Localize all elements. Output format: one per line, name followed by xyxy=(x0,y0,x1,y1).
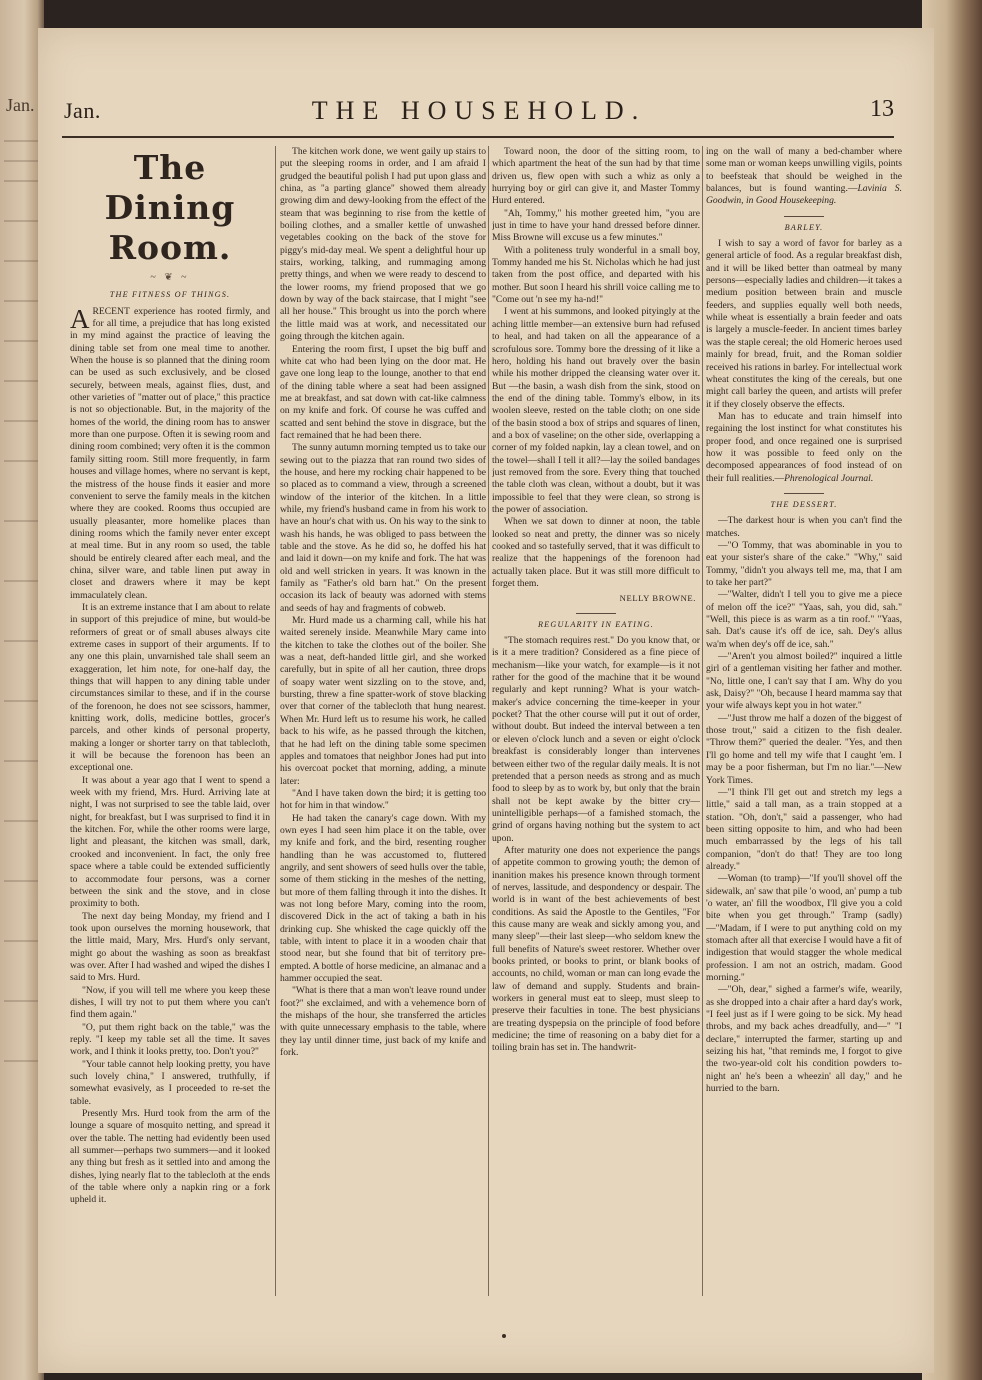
joke-paragraph: —"I think I'll get out and stretch my legs a little," said a tall man, as a train stopped at a station. "Oh, don't," said a passenger, who had been sitting opposite to him, and who had been much embarrassed by the legs of his tall companion, "don't do that! They are too long already." xyxy=(706,786,902,872)
joke-paragraph: —Woman (to tramp)—"If you'll shovel off the sidewalk, an' saw that pile 'o wood, an' pump a tub 'o water, an' fill the woodbox, I'll give you a cold bite when you get through." Tramp (sadly)—"Madam, if I were to put anything cold on my stomach after all that exercise I would have a fit of indigestion that would stagger the whole medical profession. I am not an ostrich, madam. Good morning." xyxy=(706,873,902,983)
department-title: The Dining Room. xyxy=(104,148,236,267)
article-paragraph: I went at his summons, and looked pityingly at the aching little member—an extensive burn had refused to heal, and had taken on all the appearance of a scrofulous sore. Tommy bore the dressing of it like a hero, holding his hand out bravely over the basin while his mother dripped the cleansing water over it. But —the basin, a wash dish from the sink, stood on the end of the dining table. Tommy's elbow, in its woolen sleeve, rested on the table cloth; on one side of the basin stood a box of strips and squares of linen, and a box of vaseline; on the other side, overlapping a corner of my folded napkin, lay a clean towel, and on the towel—shall I tell it all?—lay the soiled bandages just removed from the sore. Every thing that touched the table cloth was clean, without a doubt, but it was impossible to feel that they were clean, so strong is the power of association. xyxy=(492,306,700,515)
article-paragraph: He had taken the canary's cage down. With my own eyes I had seen him place it on the table, over my knife and fork, and the bird, resenting rougher handling than he was accustomed to, fluttered angrily, and sent showers of seed hulls over the table, some of them sticking in the meshes of the netting, but more of them falling through it into the dishes. It was not long before Mary, coming into the room, discovered Dick in the act of taking a bath in his drinking cup. She whisked the cage quickly off the table, with intent to place it in a wooden chair that stood near, but she found that bit of territory pre-empted. A bottle of horse medicine, an almanac and a hammer occupied the seat. xyxy=(280,812,486,985)
joke-paragraph: —"Just throw me half a dozen of the biggest of those trout," said a citizen to the fish dealer. "Throw them?" queried the dealer. "Yes, and then I'll go home and tell my wife that I caught 'em. I may be a poor fisherman, but I'm no liar."—New York Times. xyxy=(706,712,902,786)
article-paragraph: It is an extreme instance that I am about to relate in support of this prejudice of mine, but would-be reformers of great or of small abuses always cite extreme cases in support of their arguments. If to any one this plain, unvarnished tale shall seem an exaggeration, let him note, for one-half day, the things that will happen to any dining table under circumstances similar to these, and if in the course of the forenoon, he does not see scissors, hammer, knitting work, dolls, medicine bottles, grocer's parcels, and other kinds of personal property, making a longer or shorter tarry on that tablecloth, it will be because the forenoon has been an exceptional one. xyxy=(70,601,270,774)
article-title-dessert: THE DESSERT. xyxy=(770,499,838,509)
author-signature: NELLY BROWNE. xyxy=(619,593,696,604)
article-paragraph: "And I have taken down the bird; it is getting too hot for him in that window." xyxy=(280,787,486,812)
column-4 xyxy=(706,146,902,1296)
column-divider xyxy=(275,146,276,1296)
section-divider xyxy=(784,216,824,217)
article-paragraph: The next day being Monday, my friend and I took upon ourselves the morning housework, that the little maid, Mary, Mrs. Hurd's only servant, might go about the washing as soon as breakfast was over. After I had washed and wiped the dishes I said to Mrs. Hurd. xyxy=(70,910,270,984)
joke-paragraph: —"Oh, dear," sighed a farmer's wife, wearily, as she dropped into a chair after a hard day's work, "I feel just as if I were going to be sick. My head throbs, and my back aches dreadfully, and—" "I declare," interrupted the farmer, starting up and seizing his hat, "that reminds me, I forgot to give the two-year-old colt his condition powders to-night an' he's been a wheezin' all day," and he hurried to the barn. xyxy=(706,984,902,1095)
joke-paragraph: —The darkest hour is when you can't find the matches. xyxy=(706,515,902,539)
page-mark xyxy=(502,1334,506,1338)
article-paragraph: "What is there that a man won't leave round under foot?" she exclaimed, and with a vehemence born of the mishaps of the hour, she transferred the articles with quite unnecessary emphasis to the table, where they lay until dinner time, just back of my knife and fork. xyxy=(280,985,486,1059)
section-divider xyxy=(784,493,824,494)
article-paragraph: "Ah, Tommy," his mother greeted him, "you are just in time to have your hand dressed before dinner. Miss Browne will excuse us a few minutes." xyxy=(492,207,700,244)
article-paragraph: Presently Mrs. Hurd took from the arm of the lounge a square of mosquito netting, and spread it over the table. The netting had evidently been used all summer—perhaps two summers—and it looked any thing but fresh as it settled into and among the dishes, lying nearly flat to the tablecloth at the ends of the table where only a napkin ring or a fork upheld it. xyxy=(70,1108,270,1206)
article-title-barley: BARLEY. xyxy=(784,222,824,232)
article-paragraph: "Your table cannot help looking pretty, you have such lovely china," I answered, truthfully, if somewhat evasively, as I proceeded to re-set the table. xyxy=(70,1058,270,1107)
article-paragraph: Toward noon, the door of the sitting room, to which apartment the heat of the sun had by that time driven us, flew open with such a whiz as only a hurrying boy or girl can give it, and Master Tommy Hurd entered. xyxy=(492,146,700,207)
article-paragraph: The sunny autumn morning tempted us to take our sewing out to the piazza that ran round two sides of the house, and here my rocking chair happened to be so placed as to command a view, through a screened window of the interior of the kitchen. In a little while, my friend's husband came in from his work to have an hour's chat with us. On his way to the sink to wash his hands, he was obliged to pass between the table and the stove. As he did so, he doffed his hat and laid it down—on my knife and fork. The hat was old and well stricken in years. It was known in the family as "Father's old barn hat." On the present occasion its lack of beauty was adorned with stems and seeds of hay and fragments of cobweb. xyxy=(280,442,486,614)
article-paragraph: ARECENT experience has rooted firmly, and for all time, a prejudice that has long existed in my mind against the practice of leaving the dining table set from one meal time to another. When the house is so planned that the dining room can be used as such exclusively, and be closed securely, between meals, against flies, dust, and other varieties of "matter out of place," this practice is not so objectionable. But, in the majority of the homes of the world, the dining room has to answer more than one purpose. Often it is sewing room and dining room combined; very often it is the common family sitting room. Still more frequently, in farm houses and village homes, where no servant is kept, the mistress of the house finds it easier and more convenient to serve the family meals in the kitchen where they are cooked. Rooms thus occupied are usually pleasanter, more homelike places than dining rooms which the family never enter except at meal time. But in any room so used, the table should be entirely cleared after each meal, and the china, silver ware, and table linen put away in closet and drawers where it may be kept immaculately clean. xyxy=(70,303,270,601)
article-paragraph: Entering the room first, I upset the big buff and white cat who had been lying on the door mat. He gave one long leap to the lounge, another to that end of the dining table where a seat had been assigned me at breakfast, and sat down with cat-like calmness on my knife and fork. Of course he was cuffed and scatted and sent behind the stove in disgrace, but the fact remained that he had been there. xyxy=(280,343,486,441)
magazine-page xyxy=(38,28,934,1373)
article-paragraph: The kitchen work done, we went gaily up stairs to put the sleeping rooms in order, and I am afraid I grudged the beautiful polish I had put upon glass and china, as "a parting glance" showed them already growing dim and dewy-looking from the effect of the steam that was beginning to rise from the kettle of boiling clothes, and a smaller kettle of unwashed vegetables cooking on the back of the stove for piggy's mid-day meal. We spent a delightful hour up stairs, working, talking, and rummaging among pretty things, and when we were ready to descend to the lower rooms, my friend proposed that we go down by way of the back staircase, that I might "see all her house." This brought us into the porch where the little maid was at work, and necessitated our going through the kitchen again. xyxy=(280,146,486,343)
column-divider xyxy=(488,146,489,1296)
article-paragraph: "O, put them right back on the table," was the reply. "I keep my table set all the time. It saves work, and I think it looks pretty, too. Don't you?" xyxy=(70,1021,270,1058)
column-divider xyxy=(702,146,703,1296)
adjacent-page-month: Jan. xyxy=(6,95,35,115)
joke-paragraph: —"Aren't you almost boiled?" inquired a little girl of a gentleman visiting her father and mother. "No, little one, I can't say that I am. Why do you ask, Daisy?" "Oh, because I heard mamma say that your wife always kept you in hot water." xyxy=(706,651,902,712)
article-paragraph: After maturity one does not experience the pangs of appetite common to growing youth; the demon of inanition makes his presence known through torment of nerves, lassitude, and despondency or despair. The world is in want of the best achievements of best conditions. As said the Apostle to the Gentiles, "For this cause many are weak and sickly among you, and many sleep"—their last sleep—who seldom knew the full benefits of Nature's sweet restorer. Whether over books printed, or books to print, or blank books of accounts, no child, woman or man can long evade the law of demand and supply. Students and brain-workers in general must eat to sleep, must sleep to preserve their faculties in tone. The best physicians are treating dyspepsia on the principle of food before medicine; the time of reasoning on a baby diet for a toiling brain has set in. The handwrit- xyxy=(492,844,700,1054)
column-1 xyxy=(70,146,270,1296)
title-flourish: ~ ❦ ~ xyxy=(150,272,190,283)
drop-cap: A xyxy=(70,303,90,334)
article-paragraph: "The stomach requires rest." Do you know that, or is it a mere tradition? Considered as a fine piece of mechanism—like your watch, for example—is it not rather for the good of the machine that it be wound regularly and kept running? What is your watch-maker's advice concerning the time-keeper in your pocket? That the other course will put it out of order, without doubt. But indeed the interval between a ten or eleven o'clock lunch and a seven or eight o'clock breakfast is considerably longer than intervenes between either two of the regular daily meals. It is not pretended that a person needs as strong and as much food to sleep by as to work by, but only that the brain shall not be kept awake by the bitter cry—unintelligible perhaps—of a famished stomach, the grind of organs having nothing but the system to act upon. xyxy=(492,635,700,844)
joke-paragraph: —"Walter, didn't I tell you to give me a piece of melon off the ice?" "Yaas, sah, you did, sah." "Well, this piece is as warm as a tin roof." "Yaas, sah. Dat's cause it's off de ice, sah. Dey's allus wa'm when dey's off de ice, sah." xyxy=(706,589,902,650)
article-source: Phrenological Journal. xyxy=(784,472,874,484)
article-title-fitness: THE FITNESS OF THINGS. xyxy=(109,290,231,300)
article-paragraph: I wish to say a word of favor for barley as a general article of food. As a regular breakfast dish, and it will be liked better than oatmeal by many persons—especially ladies and children—it takes a medium position between brain and muscle feeders, and supplies equally well both needs, while wheat is essentially a brain feeder and oats is largely a muscle-feeder. In ancient times barley was the staple cereal; the old Homeric heroes used mainly for bread, fruit, and the Roman soldier received his rations in barley. For intellectual work wheat constitutes the king of the cereals, but one might call barley the queen, and artists will prefer it if they closely observe the effects. xyxy=(706,238,902,410)
column-3 xyxy=(492,146,700,1296)
section-divider xyxy=(576,613,616,614)
article-paragraph: It was about a year ago that I went to spend a week with my friend, Mrs. Hurd. Arriving late at night, I was not surprised to see the table laid, over night, for breakfast, but I was surprised to find it in the kitchen. For, while the other rooms were large, light and pleasant, the kitchen was small, dark, crooked and inconvenient. In fact, the only free space where a table could be extended sufficiently to accommodate four persons, was a corner between the sink and the stove, and in close proximity to both. xyxy=(70,774,270,910)
joke-paragraph: —"O Tommy, that was abominable in you to eat your sister's share of the cake." "Why," said Tommy, "didn't you always tell me, ma, that I am to take her part?" xyxy=(706,539,902,588)
article-paragraph: Man has to educate and train himself into regaining the lost instinct for what constitutes his proper food, and once regained one is surprised how it was possible to feed only on the decomposed appearances of food instead of on their full realities.—Phrenological Journal. xyxy=(706,410,902,484)
article-title-regularity: REGULARITY IN EATING. xyxy=(537,619,655,629)
masthead-title: THE HOUSEHOLD. xyxy=(311,96,647,125)
article-paragraph: "Now, if you will tell me where you keep these dishes, I will try not to put them where you can't find them again." xyxy=(70,984,270,1021)
header-rule xyxy=(62,136,894,138)
header-month: Jan. xyxy=(64,98,101,123)
page-header xyxy=(64,96,894,130)
article-paragraph: With a politeness truly wonderful in a small boy, Tommy handed me his St. Nicholas which he had just taken from the post office, and departed with his mother. But soon I heard his shrill voice calling me to "Come out 'n see my ha-nd!" xyxy=(492,244,700,306)
article-paragraph: When we sat down to dinner at noon, the table looked so neat and pretty, the dinner was so nicely cooked and so tastefully served, that it was difficult to realize that the happenings of the forenoon had actually taken place. But it was still more difficult to forget them. xyxy=(492,516,700,590)
article-source: Lavinia S. Goodwin, in Good Housekeeping. xyxy=(706,183,902,207)
page-number: 13 xyxy=(870,96,894,122)
column-2 xyxy=(280,146,486,1296)
article-paragraph: ing on the wall of many a bed-chamber where some man or woman keeps unwilling vigils, points to beefsteak that should be weighed in the balances, but is found wanting.—Lavinia S. Goodwin, in Good Housekeeping. xyxy=(706,146,902,207)
article-paragraph: Mr. Hurd made us a charming call, while his hat waited serenely inside. Meanwhile Mary came into the kitchen to take the clothes out of the boiler. She was a neat, deft-handed little girl, and she worked carefully, but in spite of all her caution, three drops of soapy water went sizzling on to the stove, and, bursting, threw a fine spatter-work of stove blacking over that corner of the tablecloth that hung nearest. When Mr. Hurd left us to resume his work, he called back to his wife, as he passed through the kitchen, that he had left on the dining table some specimen apples and tomatoes that neighbor Jones had put into his overcoat pocket that morning, adding, a minute later: xyxy=(280,615,486,787)
